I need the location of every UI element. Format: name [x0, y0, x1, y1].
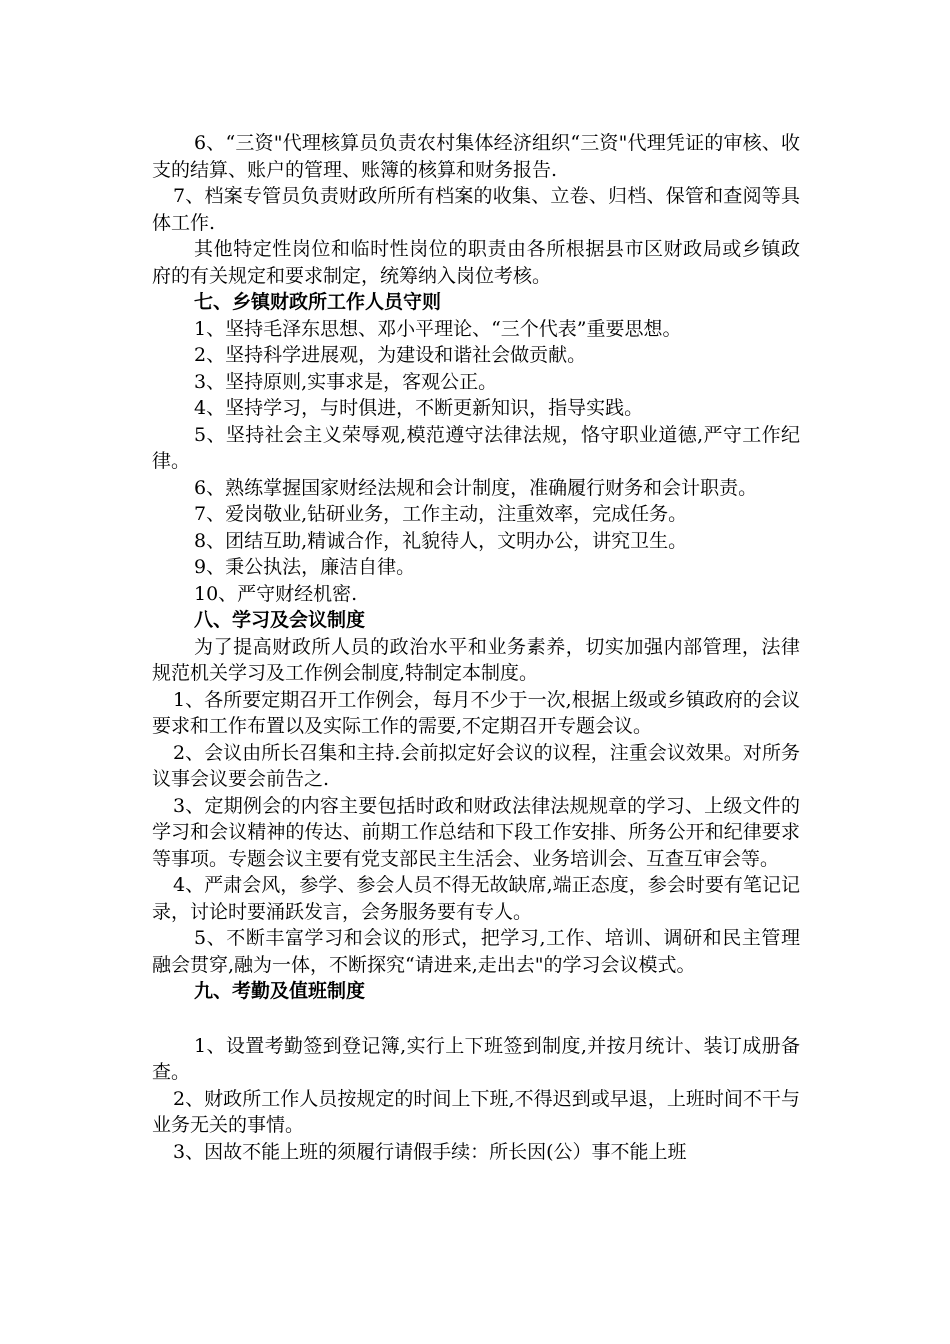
list-item: 1、设置考勤签到登记簿,实行上下班签到制度,并按月统计、装订成册备查。: [152, 1034, 800, 1083]
list-item: 6、熟练掌握国家财经法规和会计制度，准确履行财务和会计职责。: [194, 476, 758, 499]
list-item: 9、秉公执法，廉洁自律。: [194, 556, 416, 578]
list-item: 5、坚持社会主义荣辱观,模范遵守法律法规，恪守职业道德,严守工作纪律。: [152, 423, 800, 472]
list-item: 1、坚持毛泽东思想、邓小平理论、“三个代表”重要思想。: [194, 317, 682, 340]
section-heading: 七、乡镇财政所工作人员守则: [194, 291, 442, 313]
list-item: 5、不断丰富学习和会议的形式，把学习,工作、培训、调研和民主管理融会贯穿,融为一体，不断探究“请进来,走出去"的学习会议模式。: [152, 927, 800, 976]
list-item: 7、爱岗敬业,钻研业务，工作主动，注重效率，完成任务。: [194, 503, 688, 525]
list-item: 3、定期例会的内容主要包括时政和财政法律法规规章的学习、上级文件的学习和会议精神的传达、前期工作总结和下段工作安排、所务公开和纪律要求等事项。专题会议主要有党支部民主生活会、业务培训会、互查互审会等。: [152, 794, 800, 870]
section-heading: 九、考勤及值班制度: [194, 980, 366, 1002]
paragraph: 其他特定性岗位和临时性岗位的职责由各所根据县市区财政局或乡镇政府的有关规定和要求制定，统筹纳入岗位考核。: [152, 238, 800, 287]
list-item: 2、会议由所长召集和主持.会前拟定好会议的议程，注重会议效果。对所务议事会议要会前告之.: [152, 741, 800, 790]
list-item: 2、财政所工作人员按规定的时间上下班,不得迟到或早退，上班时间不干与业务无关的事情。: [152, 1087, 800, 1136]
paragraph: 7、档案专管员负责财政所所有档案的收集、立卷、归档、保管和查阅等具体工作.: [152, 185, 800, 234]
paragraph: 6、“三资"代理核算员负责农村集体经济组织“三资"代理凭证的审核、收支的结算、账户的管理、账簿的核算和财务报告.: [152, 132, 800, 181]
list-item: 1、各所要定期召开工作例会，每月不少于一次,根据上级或乡镇政府的会议要求和工作布置以及实际工作的需要,不定期召开专题会议。: [152, 688, 800, 737]
list-item: 2、坚持科学进展观，为建设和谐社会做贡献。: [194, 344, 587, 366]
document-body: [152, 130, 800, 1165]
list-item: 4、坚持学习，与时俱进，不断更新知识，指导实践。: [194, 397, 644, 419]
list-item: 3、坚持原则,实事求是，客观公正。: [194, 370, 498, 393]
list-item: 4、严肃会风，参学、参会人员不得无故缺席,端正态度，参会时要有笔记记录，讨论时要涌跃发言，会务服务要有专人。: [152, 874, 800, 923]
blank-line: [152, 1005, 800, 1033]
list-item: 3、因故不能上班的须履行请假手续：所长因(公）事不能上班: [173, 1140, 687, 1163]
section-heading: 八、学习及会议制度: [194, 609, 366, 631]
list-item: 8、团结互助,精诚合作，礼貌待人，文明办公，讲究卫生。: [194, 529, 688, 552]
list-item: 10、严守财经机密.: [194, 582, 358, 605]
paragraph: 为了提高财政所人员的政治水平和业务素养，切实加强内部管理，法律规范机关学习及工作例会制度,特制定本制度。: [152, 635, 800, 684]
